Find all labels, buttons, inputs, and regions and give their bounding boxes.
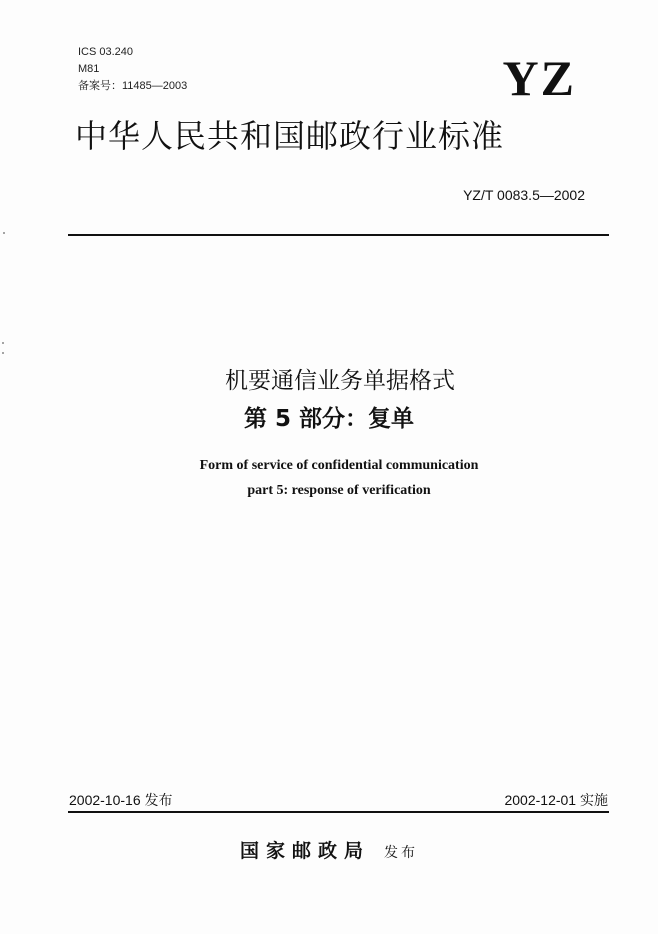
publisher-organization: 国家邮政局 [239,840,370,862]
top-divider [68,234,609,236]
document-title-en: Form of service of confidential communication [199,458,479,473]
ics-code: ICS 03.240 [78,46,134,58]
document-title-zh: 机要通信业务单据格式 [225,368,455,394]
document-subtitle-en: part 5: response of verification [247,483,431,498]
standard-category-title: 中华人民共和国邮政行业标准 [75,117,505,155]
scan-speck [3,232,5,234]
scan-speck [2,352,4,354]
publisher-line [0,838,658,866]
yz-brand-mark: YZ [502,50,576,106]
document-subtitle-zh: 第 5 部分：复单 [243,406,415,432]
publisher-action: 发布 [384,845,418,861]
scan-speck [2,342,4,344]
implementation-date: 2002-12-01 实施 [504,792,608,808]
standard-number: YZ/T 0083.5—2002 [463,187,585,203]
record-number: 备案号：11485—2003 [78,80,188,92]
bottom-divider [68,811,609,813]
issue-date: 2002-10-16 发布 [69,792,173,808]
classification-code: M81 [78,63,100,75]
